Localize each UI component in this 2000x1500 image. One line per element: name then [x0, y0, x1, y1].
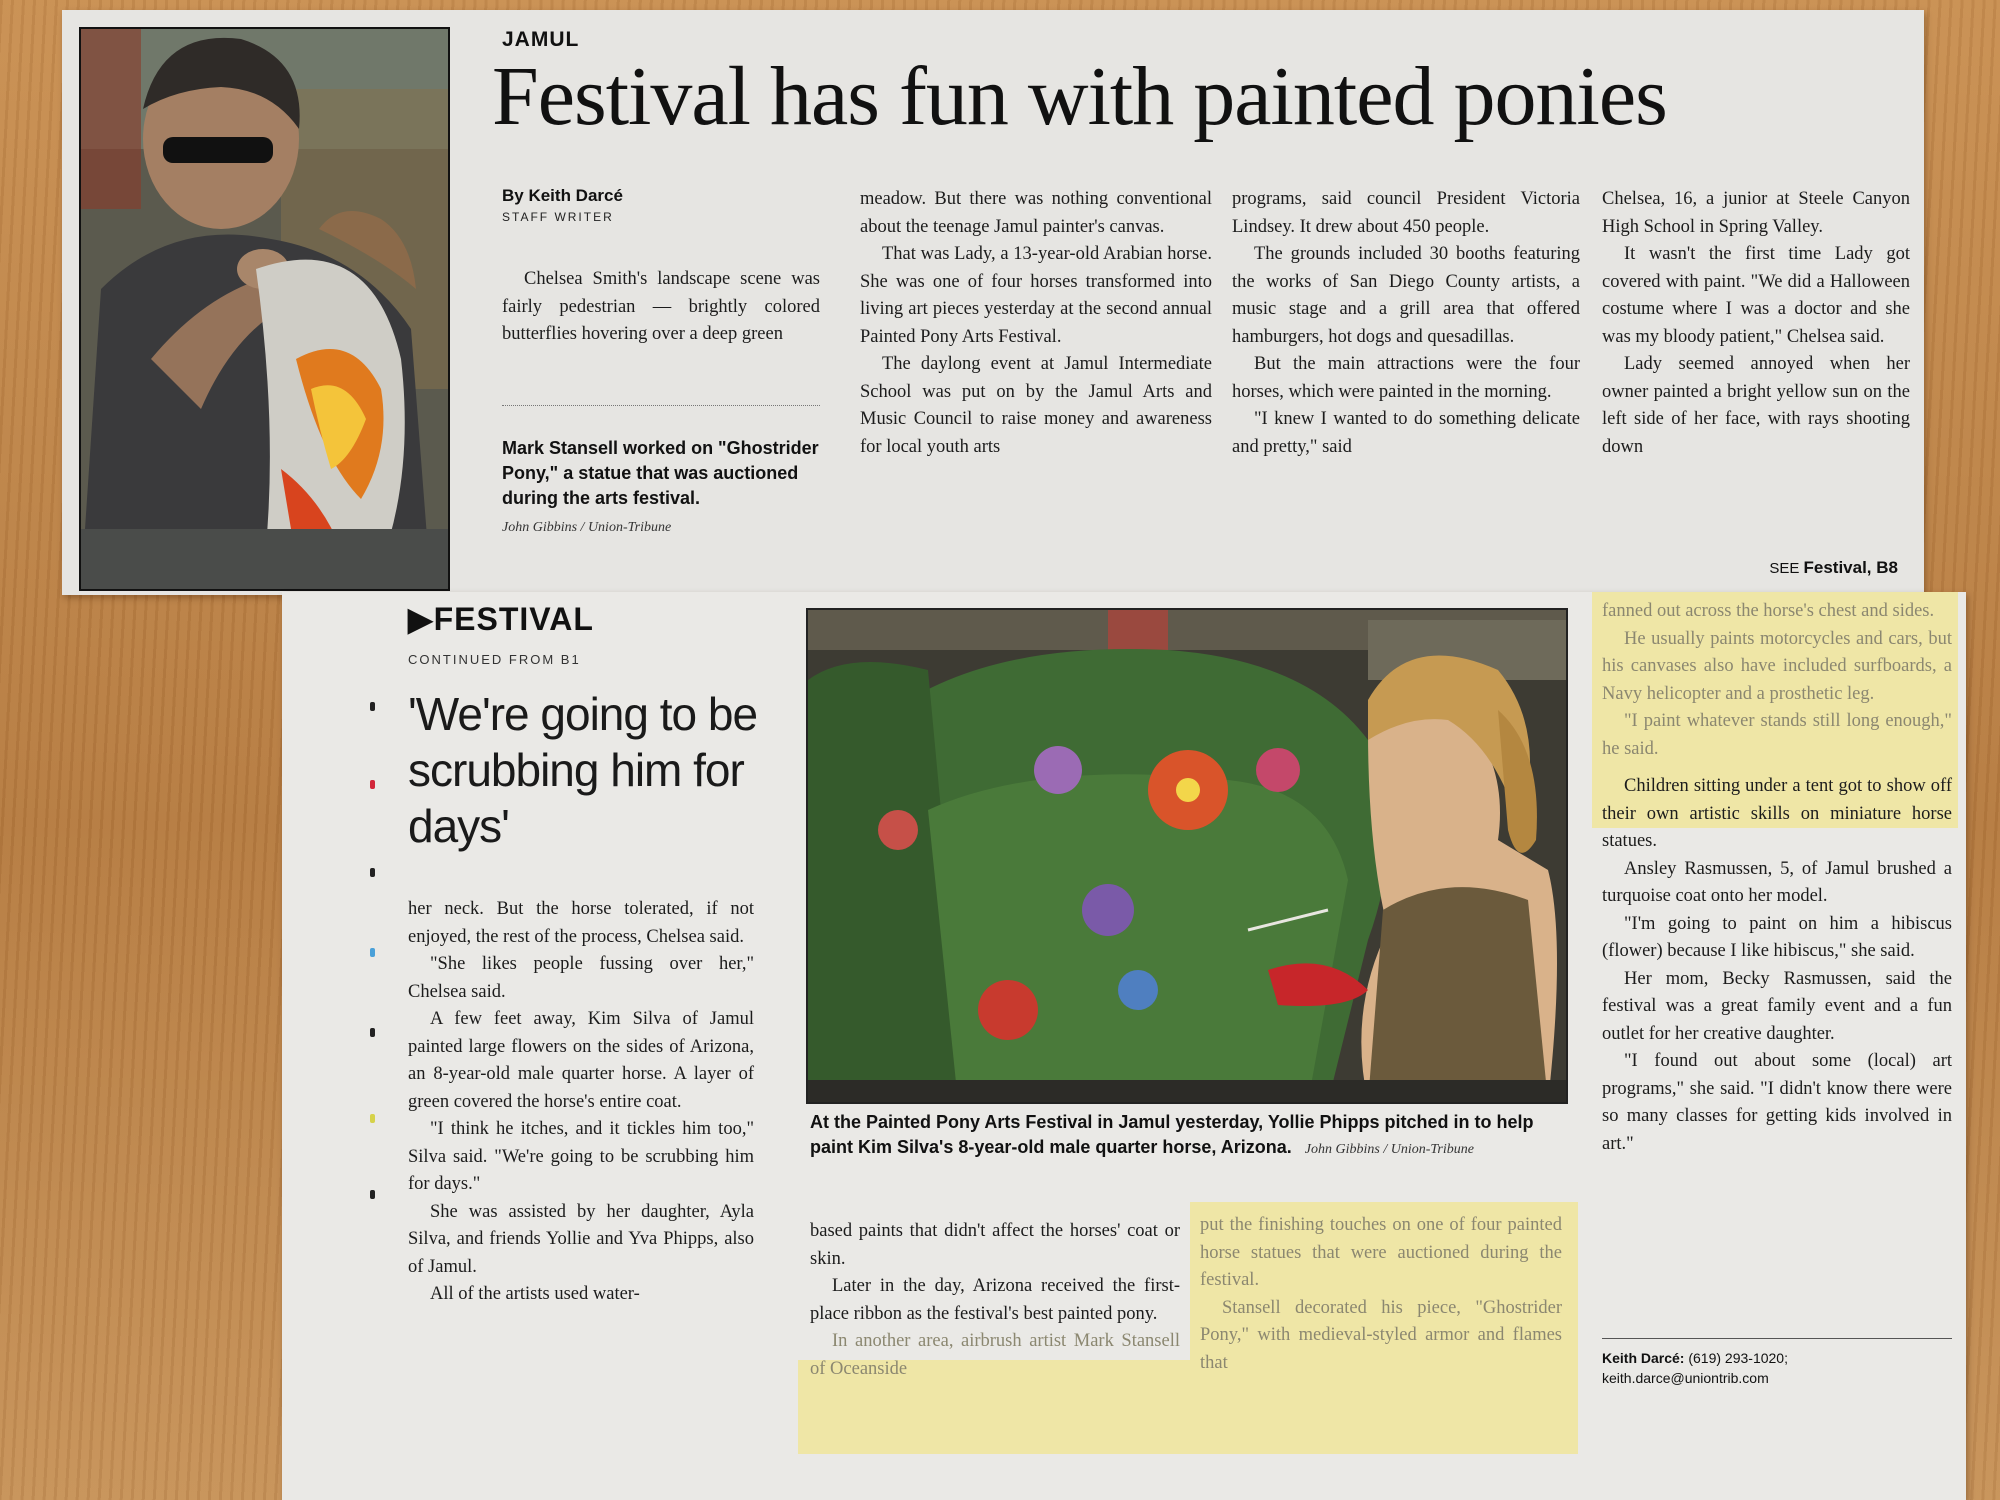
- signature-email: keith.darce@uniontrib.com: [1602, 1370, 1769, 1386]
- paragraph: Later in the day, Arizona received the first-place ribbon as the festival's best painted pony.: [810, 1276, 1180, 1324]
- paragraph: Her mom, Becky Rasmussen, said the festival was a great family event and a fun outlet for her creative daughter.: [1602, 968, 1952, 1044]
- byline: By Keith Darcé: [502, 186, 623, 205]
- paragraph: put the finishing touches on one of four painted horse statues that were auctioned during the festival.: [1200, 1215, 1562, 1290]
- bottom-clipping: [282, 592, 1966, 1500]
- jump-line: [1769, 558, 1898, 578]
- paragraph: "I knew I wanted to do something delicate and pretty," said: [1232, 409, 1580, 457]
- paragraph: That was Lady, a 13-year-old Arabian horse. She was one of four horses transformed into living art pieces yesterday at the second annual Painted Pony Arts Festival.: [860, 244, 1212, 347]
- paragraph: All of the artists used water-: [430, 1284, 640, 1304]
- paragraph: Lady seemed annoyed when her owner painted a bright yellow sun on the left side of her face, with rays shooting down: [1602, 354, 1910, 457]
- paragraph: "I found out about some (local) art programs," she said. "I didn't know there were so many classes for getting kids involved in art.": [1602, 1051, 1952, 1154]
- article-column-3: [1232, 186, 1580, 461]
- color-mark: [370, 868, 375, 877]
- paragraph: Chelsea Smith's landscape scene was fairly pedestrian — brightly colored butterflies hovering over a deep green: [502, 269, 820, 344]
- paragraph: fanned out across the horse's chest and sides.: [1602, 601, 1935, 621]
- author-signature: [1602, 1348, 1952, 1388]
- color-mark: [370, 948, 375, 957]
- paragraph: The daylong event at Jamul Intermediate School was put on by the Jamul Arts and Music Council to raise money and awareness for local youth arts: [860, 354, 1212, 457]
- continued-column-3: [1200, 1212, 1562, 1377]
- cutline-text: At the Painted Pony Arts Festival in Jamul yesterday, Yollie Phipps pitched in to help paint Kim Silva's 8-year-old male quarter horse, Arizona.: [810, 1112, 1534, 1157]
- color-mark: [370, 1028, 375, 1037]
- paragraph: But the main attractions were the four horses, which were painted in the morning.: [1232, 354, 1580, 402]
- byline-role: STAFF WRITER: [502, 210, 614, 224]
- paragraph: "I think he itches, and it tickles him too," Silva said. "We're going to be scrubbing him for days.": [408, 1119, 754, 1194]
- article-column-2: [860, 186, 1212, 461]
- byline-block: [502, 186, 812, 224]
- paragraph: meadow. But there was nothing conventional about the teenage Jamul painter's canvas.: [860, 189, 1212, 237]
- paragraph: Chelsea, 16, a junior at Steele Canyon High School in Spring Valley.: [1602, 189, 1910, 237]
- continued-column-1: [408, 896, 754, 1309]
- paragraph: Ansley Rasmussen, 5, of Jamul brushed a turquoise coat onto her model.: [1602, 858, 1952, 906]
- article-column-4: [1602, 186, 1910, 461]
- signature-name: Keith Darcé:: [1602, 1350, 1685, 1366]
- article-column-1: [502, 266, 820, 349]
- continued-column-2: [810, 1218, 1180, 1383]
- headline: Festival has fun with painted ponies: [492, 50, 1667, 143]
- paragraph: The grounds included 30 booths featuring the works of San Diego County artists, a music stage and a grill area that offered hamburgers, hot dogs and quesadillas.: [1232, 244, 1580, 347]
- paragraph: A few feet away, Kim Silva of Jamul painted large flowers on the sides of Arizona, an 8-year-old male quarter horse. A layer of green covered the horse's entire coat.: [408, 1009, 754, 1112]
- divider: [502, 405, 820, 406]
- paragraph: her neck. But the horse tolerated, if not enjoyed, the rest of the process, Chelsea said.: [408, 899, 754, 947]
- color-mark: [370, 702, 375, 711]
- photo-credit: John Gibbins / Union-Tribune: [502, 520, 672, 535]
- paragraph: In another area, airbrush artist Mark Stansell of Oceanside: [810, 1331, 1180, 1379]
- cutline-text: Mark Stansell worked on "Ghostrider Pony," a statue that was auctioned during the arts festival.: [502, 438, 819, 508]
- paragraph: "I paint whatever stands still long enough," he said.: [1602, 711, 1952, 759]
- signature-rule: [1602, 1338, 1952, 1339]
- photo-cutline: [810, 1110, 1550, 1162]
- jump-see: SEE: [1769, 560, 1800, 577]
- paragraph: programs, said council President Victoria Lindsey. It drew about 450 people.: [1232, 189, 1580, 237]
- artist-photo: [79, 27, 450, 591]
- top-clipping: [62, 10, 1924, 595]
- section-arrow-icon: ▶: [408, 601, 434, 637]
- photo-cutline: [502, 436, 822, 540]
- paragraph: She was assisted by her daughter, Ayla Silva, and friends Yollie and Yva Phipps, also of Jamul.: [408, 1201, 754, 1277]
- signature-phone: (619) 293-1020;: [1688, 1350, 1788, 1366]
- color-mark: [370, 1190, 375, 1199]
- jump-target: Festival, B8: [1803, 558, 1898, 577]
- paragraph: "I'm going to paint on him a hibiscus (flower) because I like hibiscus," she said.: [1602, 913, 1952, 961]
- color-mark: [370, 1114, 375, 1123]
- paragraph: Stansell decorated his piece, "Ghostrider Pony," with medieval-styled armor and flames that: [1200, 1297, 1562, 1373]
- photo-credit: John Gibbins / Union-Tribune: [1304, 1142, 1474, 1157]
- paragraph: Children sitting under a tent got to show off their own artistic skills on miniature horse statues.: [1602, 776, 1952, 851]
- location-kicker: JAMUL: [502, 28, 580, 51]
- continued-from: CONTINUED FROM B1: [408, 652, 581, 667]
- paragraph: It wasn't the first time Lady got covered with paint. "We did a Halloween costume where I was a doctor and she was my bloody patient," Chelsea said.: [1602, 244, 1910, 347]
- paragraph: He usually paints motorcycles and cars, but his canvases also have included surfboards, a Navy helicopter and a prosthetic leg.: [1602, 628, 1952, 704]
- paragraph: "She likes people fussing over her," Chelsea said.: [408, 954, 754, 1002]
- section-label: ▶FESTIVAL: [408, 601, 594, 637]
- paragraph: based paints that didn't affect the horses' coat or skin.: [810, 1221, 1180, 1269]
- horse-painting-photo: [806, 608, 1568, 1104]
- pull-quote: 'We're going to be scrubbing him for days': [408, 688, 758, 852]
- continued-column-4: [1602, 598, 1952, 1158]
- color-mark: [370, 780, 375, 789]
